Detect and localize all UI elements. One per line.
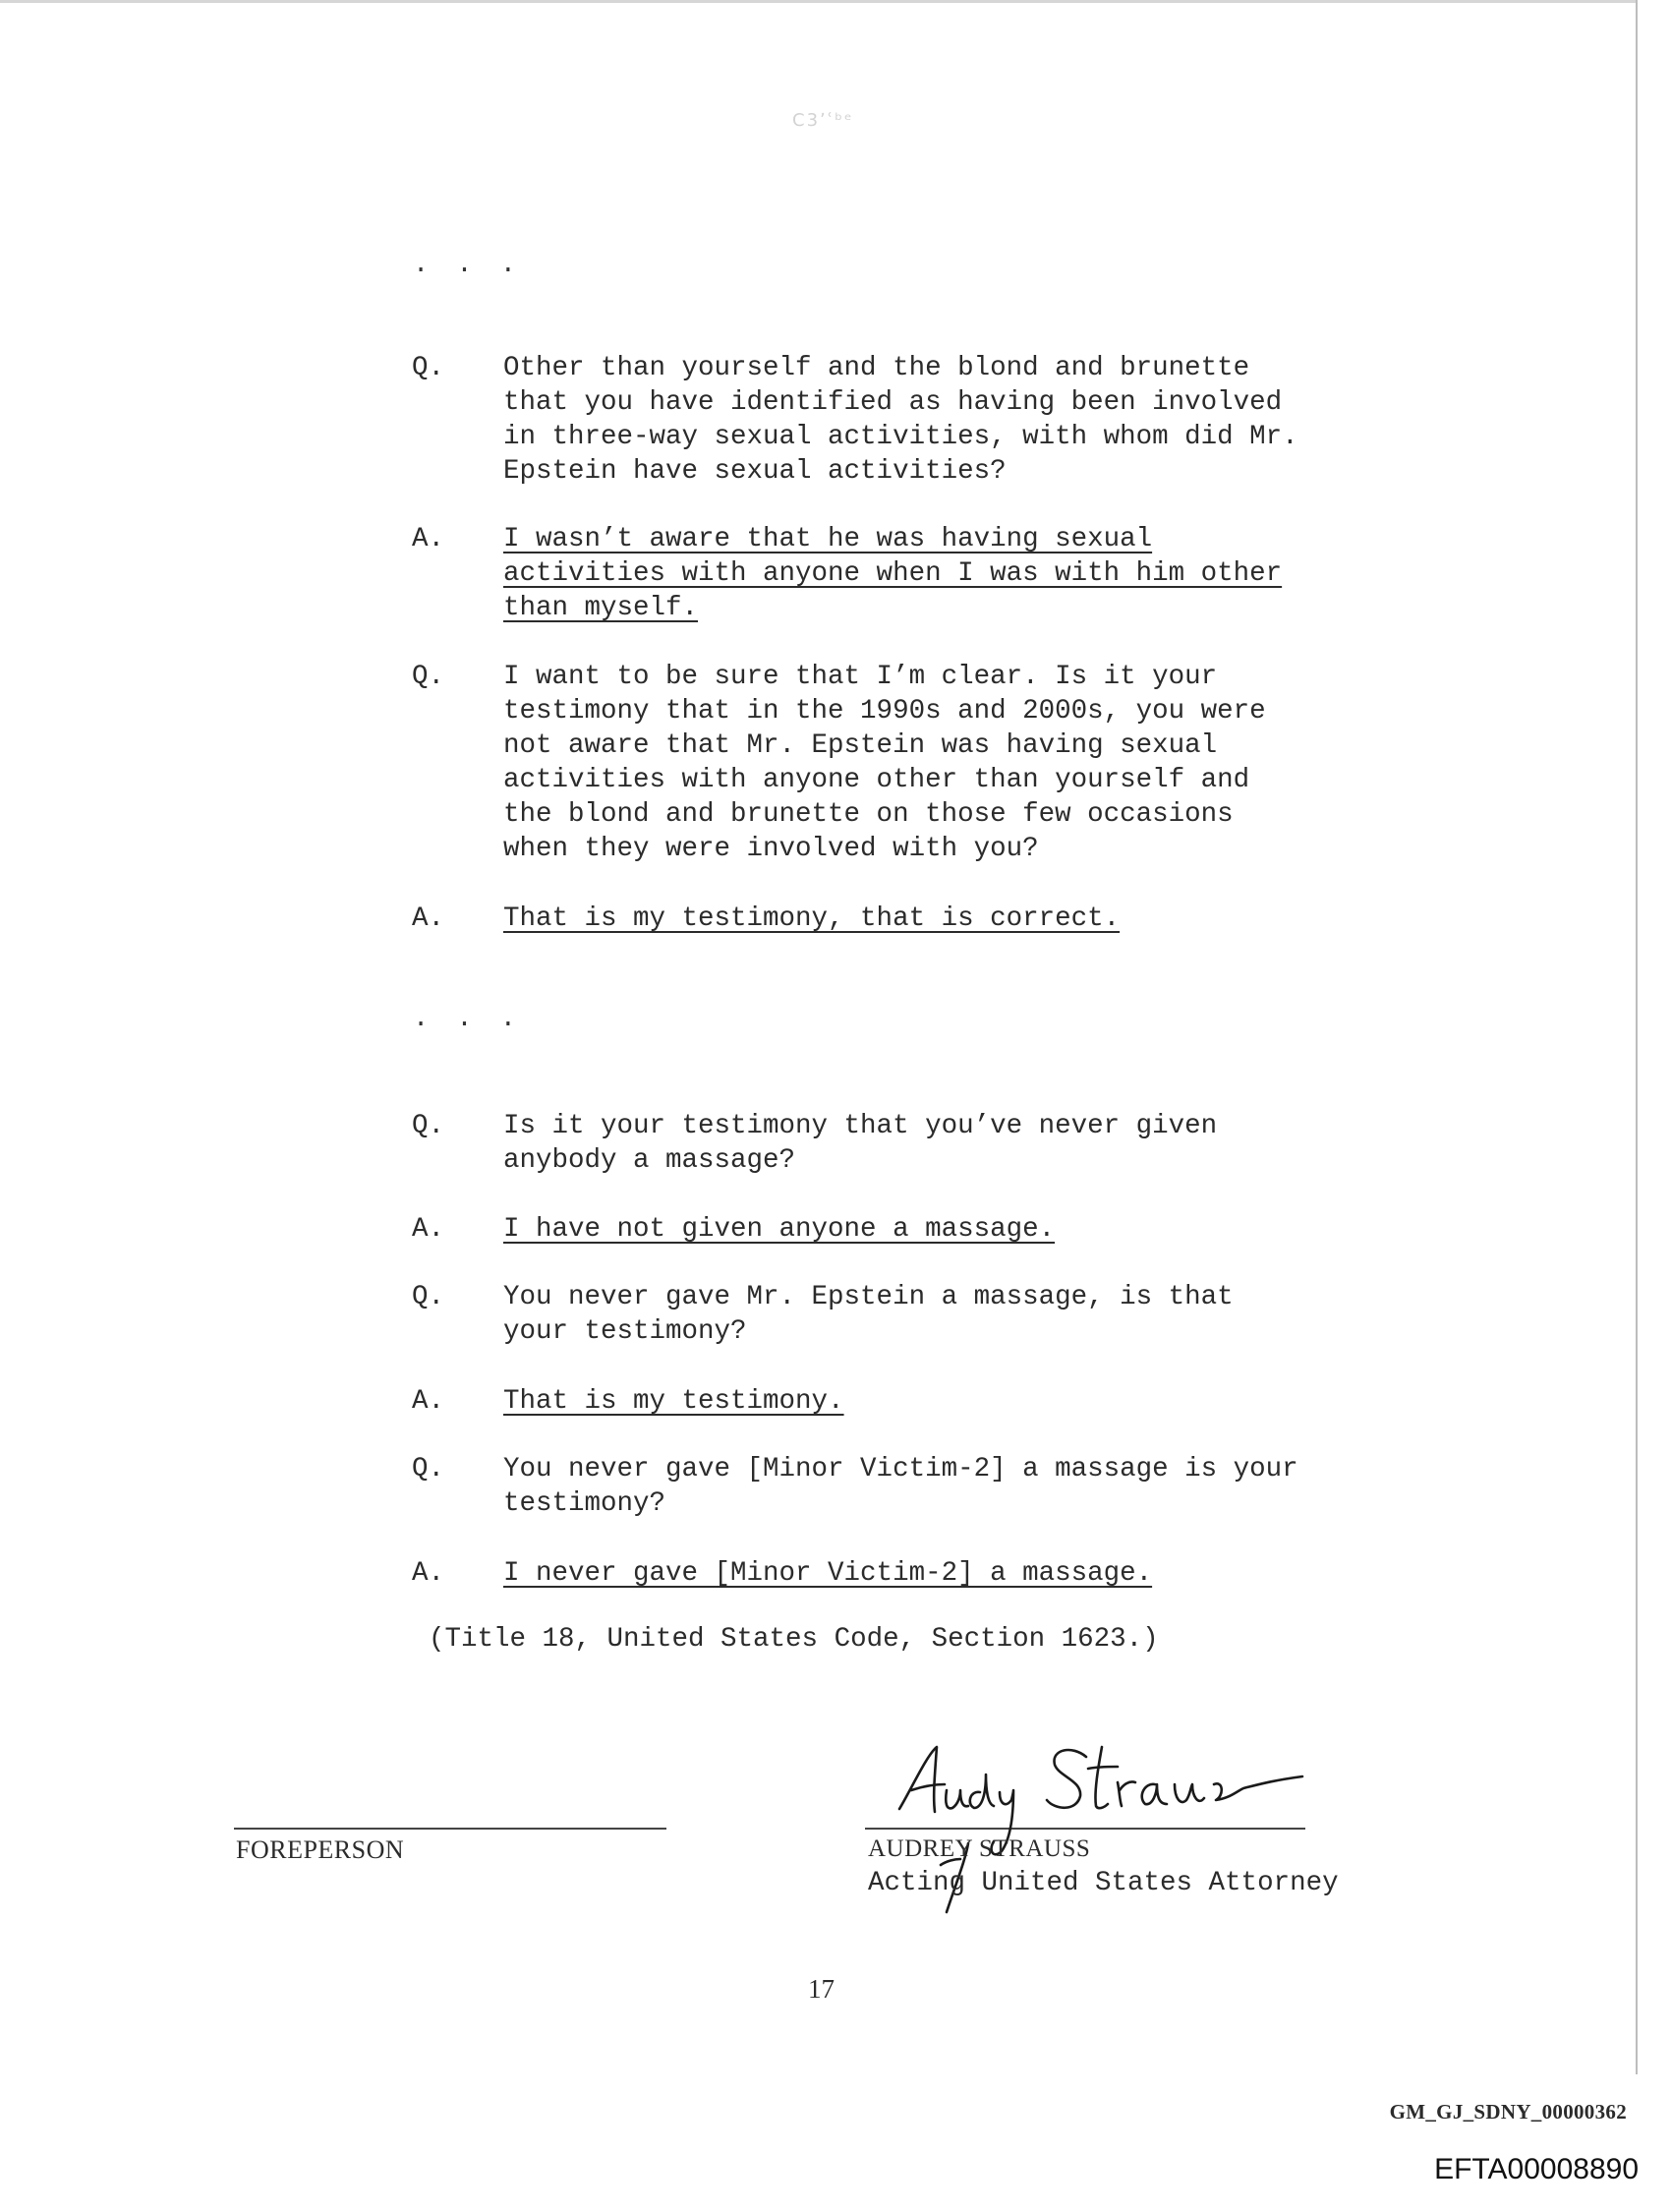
qa-label: Q. <box>412 1282 445 1312</box>
header-mark: C3ʼʿᵇᵉ <box>792 110 854 131</box>
answer-text: That is my testimony. <box>503 1386 844 1417</box>
question-text: You never gave Mr. Epstein a massage, is that your testimony? <box>503 1282 1234 1347</box>
bates-number-secondary: EFTA00008890 <box>1434 2153 1639 2185</box>
question-text: Other than yourself and the blond and brunette that you have identified as having been involved in three-way sexual activities, with whom did Mr. Epstein have sexual activities? <box>503 353 1298 487</box>
attorney-title: Acting United States Attorney <box>868 1868 1339 1898</box>
qa-label: Q. <box>412 353 445 383</box>
answer-text: I have not given anyone a massage. <box>503 1214 1056 1245</box>
qa-label: A. <box>412 524 445 554</box>
omission-ellipsis: . . . <box>413 1005 523 1034</box>
qa-label: Q. <box>412 1111 445 1141</box>
qa-label: A. <box>412 1214 445 1245</box>
question-text: Is it your testimony that you’ve never given anybody a massage? <box>503 1111 1218 1176</box>
qa-label: A. <box>412 1386 445 1417</box>
page-right-edge <box>1636 0 1638 2074</box>
statute-citation: (Title 18, United States Code, Section 1623.) <box>429 1624 1159 1655</box>
qa-label: Q. <box>412 1454 445 1484</box>
question-text: You never gave [Minor Victim-2] a massage is your testimony? <box>503 1454 1298 1519</box>
answer-text: I wasn’t aware that he was having sexual activities with anyone when I was with him other than myself. <box>503 524 1283 623</box>
answer-text: That is my testimony, that is correct. <box>503 903 1121 934</box>
question-text: I want to be sure that I’m clear. Is it your testimony that in the 1990s and 2000s, you were not aware that Mr. Epstein was having sexual activities with anyone other than yourself and the blond and brunette on those few occasions when they were involved with you? <box>503 662 1266 864</box>
foreperson-signature-line <box>234 1828 666 1830</box>
foreperson-label: FOREPERSON <box>236 1835 405 1864</box>
qa-label: A. <box>412 903 445 934</box>
page-top-edge <box>0 0 1638 3</box>
bates-number-primary: GM_GJ_SDNY_00000362 <box>1389 2100 1627 2124</box>
omission-ellipsis: . . . <box>413 251 523 280</box>
qa-label: A. <box>412 1558 445 1589</box>
attorney-name: AUDREY STRAUSS <box>868 1835 1091 1862</box>
page-number: 17 <box>808 1974 835 2004</box>
qa-label: Q. <box>412 662 445 692</box>
answer-text: I never gave [Minor Victim-2] a massage. <box>503 1558 1153 1589</box>
